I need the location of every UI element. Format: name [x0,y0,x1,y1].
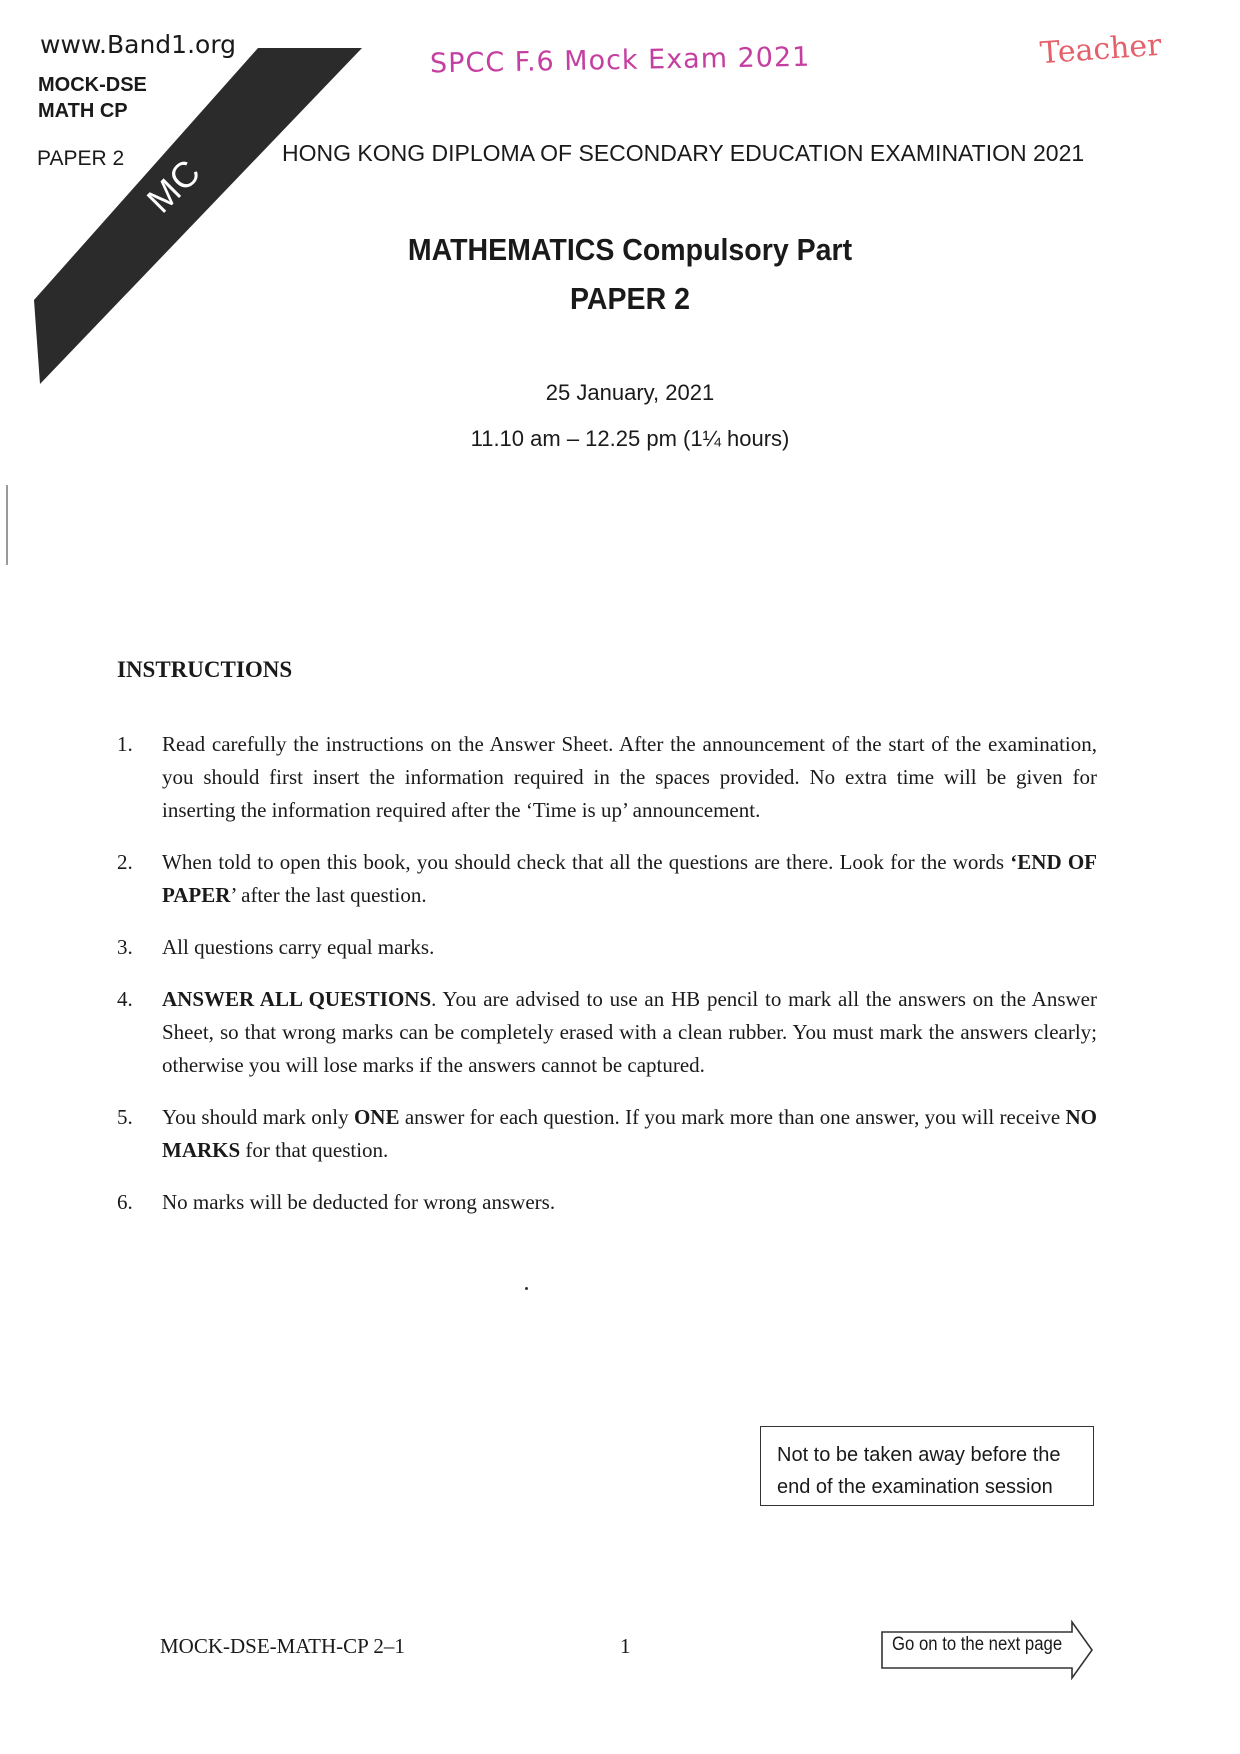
margin-line [6,485,8,565]
instruction-item [117,1186,1097,1219]
exam-time: 11.10 am – 12.25 pm (1¼ hours) [470,426,790,451]
page-number: 1 [620,1634,631,1658]
paper-title: PAPER 2 [570,281,690,316]
instruction-text: You should mark only ONE answer for each question. If you mark more than one answer, you will receive NO MARKS for that question. [162,1105,1097,1162]
handwritten-role: Teacher [1038,27,1163,72]
instructions-list [117,728,1097,1238]
corner-diagonal-band [0,0,380,400]
exam-date: 25 January, 2021 [545,380,715,405]
site-url: www.Band1.org [40,30,237,59]
exam-heading: HONG KONG DIPLOMA OF SECONDARY EDUCATION EXAMINATION 2021 [282,140,1085,166]
instruction-text: ANSWER ALL QUESTIONS. You are advised to use an HB pencil to mark all the answers on the Answer Sheet, so that wrong marks can be completely erased with a clean rubber. You must mark the answers clearly; otherwise you will lose marks if the answers cannot be captured. [162,987,1097,1077]
math-cp-label: MATH CP [38,100,128,122]
handwritten-title: SPCC F.6 Mock Exam 2021 [429,41,811,80]
notice-box [760,1426,1094,1506]
paper-label: PAPER 2 [37,147,125,170]
footer-code: MOCK-DSE-MATH-CP 2–1 [160,1634,405,1658]
subject-title: MATHEMATICS Compulsory Part [407,232,853,267]
instructions-heading: INSTRUCTIONS [117,657,293,682]
instruction-number: 6. [117,1190,133,1214]
instruction-number: 5. [117,1105,133,1129]
instruction-item [117,931,1097,964]
instruction-number: 1. [117,732,133,756]
mock-dse-label: MOCK-DSE [38,74,147,96]
instruction-text: All questions carry equal marks. [162,935,435,959]
next-page-label: Go on to the next page [892,1634,1063,1655]
instruction-number: 4. [117,987,133,1011]
instruction-text: No marks will be deducted for wrong answers. [162,1190,556,1214]
instruction-item [117,983,1097,1082]
notice-line-1: Not to be taken away before the [777,1444,1061,1466]
instruction-number: 2. [117,850,133,874]
stray-dot [525,1287,528,1290]
instruction-text: Read carefully the instructions on the Answer Sheet. After the announcement of the start of the examination, you should first insert the information required in the spaces provided. No extra time will be given for inserting the information required after the ‘Time is up’ announcement. [162,732,1097,822]
instruction-number: 3. [117,935,133,959]
instruction-text: When told to open this book, you should check that all the questions are there. Look for the words ‘END OF PAPER’ after the last question. [162,850,1097,907]
instruction-item [117,1101,1097,1167]
notice-line-2: end of the examination session [777,1476,1053,1498]
instruction-item [117,728,1097,827]
mc-label: MC [138,150,209,221]
instruction-item [117,846,1097,912]
